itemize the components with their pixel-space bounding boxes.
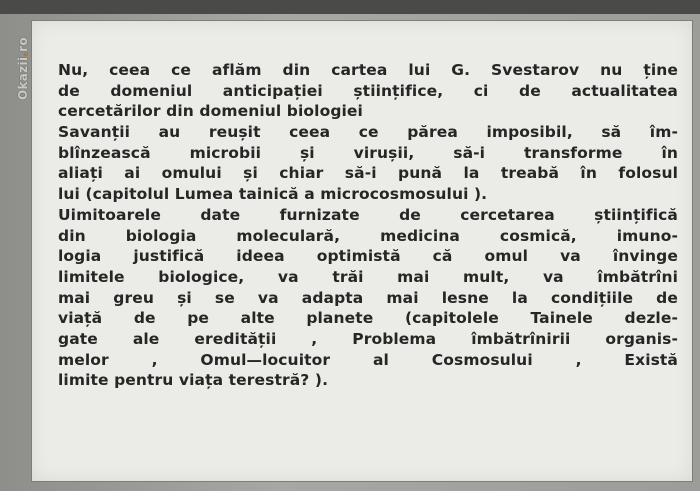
watermark-label: Okazii.ro [16, 37, 30, 100]
text-line-11: limitele biologice, va trăi mai mult, va îmbătrîni [58, 267, 678, 286]
text-line-5: blînzească microbii și virușii, să-i transforme în [58, 143, 678, 162]
text-line-8: Uimitoarele date furnizate de cercetarea științifică [58, 205, 678, 224]
text-line-3: cercetărilor din domeniul biologiei [58, 102, 363, 121]
text-line-4: Savanții au reușit ceea ce părea imposibil, să îm- [58, 123, 678, 142]
article-text [58, 60, 678, 391]
text-line-7: lui (capitolul Lumea tainică a microcosmosului ). [58, 185, 488, 204]
text-line-12: mai greu și se va adapta mai lesne la condițiile de [58, 288, 678, 307]
text-line-2: de domeniul anticipației științifice, ci de actualitatea [58, 81, 678, 100]
text-line-10: logia justifică ideea optimistă că omul va învinge [58, 247, 678, 266]
text-line-15: melor , Omul—locuitor al Cosmosului , Există [58, 350, 678, 369]
okazii-watermark [2, 6, 30, 101]
watermark-text [16, 37, 30, 100]
text-line-1: Nu, ceea ce aflăm din cartea lui G. Svestarov nu ține [58, 61, 678, 79]
text-line-6: aliați ai omului și chiar să-i pună la treabă în folosul [58, 164, 678, 183]
text-line-9: din biologia moleculară, medicina cosmică, imuno- [58, 226, 678, 245]
text-line-13: viață de pe alte planete (capitolele Tainele dezle- [58, 309, 678, 328]
text-line-14: gate ale eredității , Problema îmbătrînirii organis- [58, 329, 678, 348]
text-line-16: limite pentru viața terestră? ). [58, 371, 329, 390]
scan-top-edge [0, 0, 700, 14]
